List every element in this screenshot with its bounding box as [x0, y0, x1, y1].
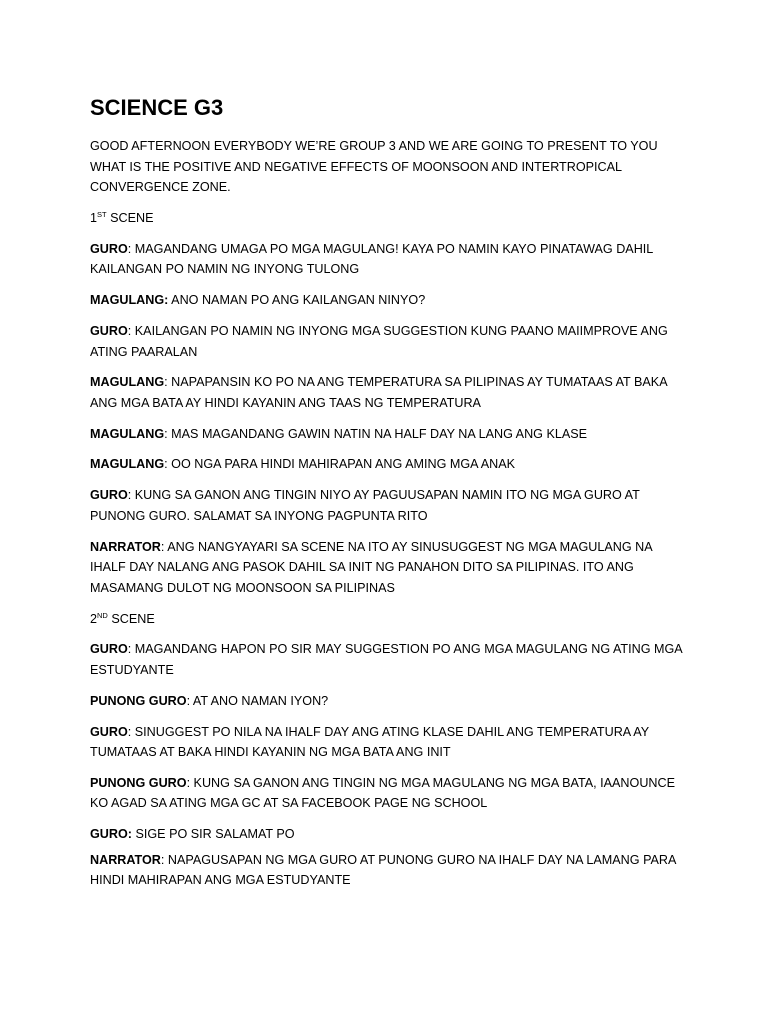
dialogue-text: SINUGGEST PO NILA NA IHALF DAY ANG ATING KLASE DAHIL ANG TEMPERATURA AY TUMATAAS AT BAKA HINDI KAYANIN NG MGA BATA ANG INIT [90, 724, 649, 760]
speaker-label: NARRATOR [90, 539, 161, 554]
speaker-label: GURO [90, 323, 128, 338]
dialogue-text: AT ANO NAMAN IYON? [190, 693, 329, 708]
dialogue-text: ANG NANGYAYARI SA SCENE NA ITO AY SINUSUGGEST NG MGA MAGULANG NA IHALF DAY NALANG ANG PASOK DAHIL SA INIT NG PANAHON DITO SA PILIPINAS. ITO ANG MASAMANG DULOT NG MOONSOON SA PILIPINAS [90, 539, 652, 595]
dialogue-text: OO NGA PARA HINDI MAHIRAPAN ANG AMING MGA ANAK [167, 457, 515, 472]
dialogue-line: GURO: KAILANGAN PO NAMIN NG INYONG MGA SUGGESTION KUNG PAANO MAIIMPROVE ANG ATING PAARALAN [90, 323, 668, 359]
speaker-label: NARRATOR [90, 852, 161, 867]
dialogue-line: NARRATOR: NAPAGUSAPAN NG MGA GURO AT PUNONG GURO NA IHALF DAY NA LAMANG PARA HINDI MAHIRAPAN ANG MGA ESTUDYANTE [90, 852, 676, 888]
speaker-label: MAGULANG [90, 457, 165, 472]
scene-heading-1: 1ST SCENE [90, 209, 154, 225]
speaker-label: MAGULANG [90, 375, 165, 390]
dialogue-line: MAGULANG: OO NGA PARA HINDI MAHIRAPAN ANG AMING MGA ANAK [90, 457, 515, 472]
speaker-label: MAGULANG [90, 426, 165, 441]
dialogue-line [90, 290, 684, 311]
dialogue-text: SIGE PO SIR SALAMAT PO [131, 827, 295, 842]
page-title: SCIENCE G3 [90, 95, 224, 120]
dialogue-text: NAPAGUSAPAN NG MGA GURO AT PUNONG GURO NA IHALF DAY NA LAMANG PARA HINDI MAHIRAPAN ANG MGA ESTUDYANTE [90, 852, 676, 888]
dialogue-line: PUNONG GURO: AT ANO NAMAN IYON? [90, 693, 329, 708]
dialogue-text: ANO NAMAN PO ANG KAILANGAN NINYO? [168, 293, 426, 308]
dialogue-line: GURO: MAGANDANG HAPON PO SIR MAY SUGGESTION PO ANG MGA MAGULANG NG ATING MGA ESTUDYANTE [90, 642, 682, 677]
dialogue-text: MAGANDANG HAPON PO SIR MAY SUGGESTION PO ANG MGA MAGULANG NG ATING MGA ESTUDYANTE [90, 642, 682, 677]
intro-paragraph: GOOD AFTERNOON EVERYBODY WE’RE GROUP 3 AND WE ARE GOING TO PRESENT TO YOU WHAT IS THE POSITIVE AND NEGATIVE EFFECTS OF MOONSOON AND INTERTROPICAL CONVERGENCE ZONE. [90, 139, 658, 195]
dialogue-line: GURO: KUNG SA GANON ANG TINGIN NIYO AY PAGUUSAPAN NAMIN ITO NG MGA GURO AT PUNONG GURO. SALAMAT SA INYONG PAGPUNTA RITO [90, 488, 640, 523]
dialogue-text: MAS MAGANDANG GAWIN NATIN NA HALF DAY NA LANG ANG KLASE [167, 426, 588, 441]
speaker-label: GURO [90, 724, 128, 739]
speaker-label: PUNONG GURO [90, 775, 187, 790]
speaker-label: GURO [90, 488, 128, 503]
speaker-label: GURO: [90, 827, 132, 842]
scene-heading-2: 2ND SCENE [90, 610, 155, 626]
speaker-label: GURO [90, 642, 128, 657]
dialogue-text: KUNG SA GANON ANG TINGIN NG MGA MAGULANG NG MGA BATA, IAANOUNCE KO AGAD SA ATING MGA GC AT SA FACEBOOK PAGE NG SCHOOL [90, 775, 675, 811]
speaker-label: PUNONG GURO [90, 693, 187, 708]
speaker-label: MAGULANG: [90, 293, 169, 308]
dialogue-line: GURO: SINUGGEST PO NILA NA IHALF DAY ANG ATING KLASE DAHIL ANG TEMPERATURA AY TUMATAAS AT BAKA HINDI KAYANIN NG MGA BATA ANG INIT [90, 724, 649, 760]
speaker-label: GURO [90, 241, 128, 256]
dialogue-text: NAPAPANSIN KO PO NA ANG TEMPERATURA SA PILIPINAS AY TUMATAAS AT BAKA ANG MGA BATA AY HINDI KAYANIN ANG TAAS NG TEMPERATURA [90, 375, 667, 410]
dialogue-line [90, 824, 684, 845]
dialogue-text: MAGANDANG UMAGA PO MGA MAGULANG! KAYA PO NAMIN KAYO PINATAWAG DAHIL KAILANGAN PO NAMIN NG INYONG TULONG [90, 241, 653, 277]
dialogue-text: KUNG SA GANON ANG TINGIN NIYO AY PAGUUSAPAN NAMIN ITO NG MGA GURO AT PUNONG GURO. SALAMAT SA INYONG PAGPUNTA RITO [90, 488, 640, 523]
dialogue-line: MAGULANG: NAPAPANSIN KO PO NA ANG TEMPERATURA SA PILIPINAS AY TUMATAAS AT BAKA ANG MGA BATA AY HINDI KAYANIN ANG TAAS NG TEMPERATURA [90, 375, 667, 410]
dialogue-line: MAGULANG: MAS MAGANDANG GAWIN NATIN NA HALF DAY NA LANG ANG KLASE [90, 426, 588, 441]
dialogue-text: KAILANGAN PO NAMIN NG INYONG MGA SUGGESTION KUNG PAANO MAIIMPROVE ANG ATING PAARALAN [90, 323, 668, 359]
dialogue-line: GURO: MAGANDANG UMAGA PO MGA MAGULANG! KAYA PO NAMIN KAYO PINATAWAG DAHIL KAILANGAN PO NAMIN NG INYONG TULONG [90, 241, 653, 277]
dialogue-line: NARRATOR: ANG NANGYAYARI SA SCENE NA ITO AY SINUSUGGEST NG MGA MAGULANG NA IHALF DAY NALANG ANG PASOK DAHIL SA INIT NG PANAHON DITO SA PILIPINAS. ITO ANG MASAMANG DULOT NG MOONSOON SA PILIPINAS [90, 539, 652, 595]
dialogue-line: PUNONG GURO: KUNG SA GANON ANG TINGIN NG MGA MAGULANG NG MGA BATA, IAANOUNCE KO AGAD SA ATING MGA GC AT SA FACEBOOK PAGE NG SCHOOL [90, 775, 675, 811]
